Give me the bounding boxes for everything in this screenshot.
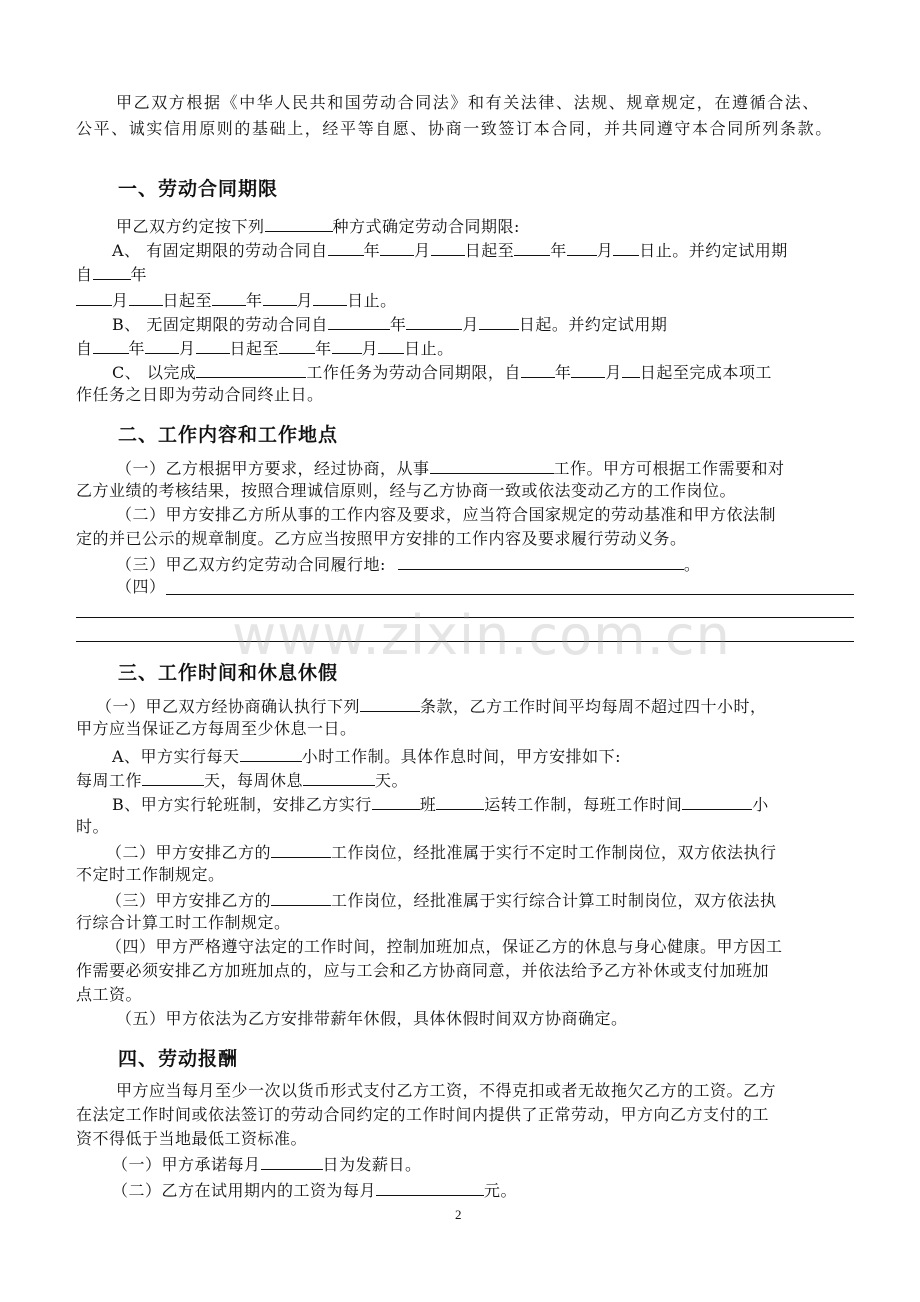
s2-item-1-line-2: 乙方业绩的考核结果，按照合理诚信原则，经与乙方协商一致或依法变动乙方的工作岗位。: [76, 481, 737, 500]
s3-item-4-line-2: 作需要必须安排乙方加班加点的，应与工会和乙方协商同意，并依法给予乙方补休或支付加班加: [76, 961, 770, 980]
rotation-blank[interactable]: [436, 792, 484, 810]
s4-paragraph-line-1: 甲方应当每月至少一次以货币形式支付乙方工资，不得克扣或者无故拖欠乙方的工资。乙方: [116, 1081, 777, 1100]
s2-item-3: （三）甲乙双方约定劳动合同履行地: 。: [116, 552, 892, 576]
s1-option-b-line-1: B、 无固定期限的劳动合同自 年 月 日起。并约定试用期: [112, 312, 888, 336]
watermark: www.zixin.com.cn: [232, 604, 731, 667]
s3-option-b-line-1: B、甲方实行轮班制，安排乙方实行 班 运转工作制，每班工作时间 小: [112, 792, 888, 816]
blank[interactable]: [406, 312, 462, 330]
blank[interactable]: [145, 336, 179, 354]
s2-item-2-line-1: （二）甲方安排乙方所从事的工作内容及要求，应当符合国家规定的劳动基准和甲方依法制: [116, 505, 777, 524]
blank[interactable]: [263, 288, 297, 306]
s4-item-1: （一）甲方承诺每月 日为发薪日。: [112, 1152, 888, 1176]
restdays-blank[interactable]: [303, 768, 375, 786]
blank[interactable]: [313, 288, 347, 306]
blank[interactable]: [613, 238, 639, 256]
blank[interactable]: [479, 312, 519, 330]
post-blank[interactable]: [271, 888, 331, 906]
hours-blank[interactable]: [240, 744, 302, 762]
s3-item-2-line-1: （二）甲方安排乙方的 工作岗位，经批准属于实行不定时工作制岗位，双方依法执行: [106, 840, 882, 864]
section-2-heading: 二、工作内容和工作地点: [118, 424, 339, 446]
s3-item-1-line-2: 甲方应当保证乙方每周至少休息一日。: [76, 719, 357, 738]
shift-blank[interactable]: [372, 792, 420, 810]
workdays-blank[interactable]: [142, 768, 204, 786]
s1-option-b-line-2: 自 年 月 日起至 年 月 日止。: [76, 336, 852, 360]
job-blank[interactable]: [430, 456, 554, 474]
shift-hours-blank[interactable]: [682, 792, 752, 810]
blank[interactable]: [521, 360, 555, 378]
section-1-heading: 一、劳动合同期限: [118, 178, 279, 200]
blank[interactable]: [212, 288, 246, 306]
blank[interactable]: [332, 336, 362, 354]
s1-option-a-line-1: A、 有固定期限的劳动合同自 年 月 日起至 年 月 日止。并约定试用期: [112, 238, 888, 262]
blank[interactable]: [571, 360, 605, 378]
s1-option-a-line-3: 月 日起至 年 月 日止。: [76, 288, 852, 312]
section-3-heading: 三、工作时间和休息休假: [118, 662, 339, 684]
blank[interactable]: [76, 288, 112, 306]
method-blank[interactable]: [265, 214, 333, 232]
s3-item-1-line-1: （一）甲乙双方经协商确认执行下列 条款，乙方工作时间平均每周不超过四十小时，: [96, 694, 872, 718]
s1-paragraph: 甲乙双方约定按下列 种方式确定劳动合同期限:: [116, 214, 892, 238]
s2-item-1-line-1: （一）乙方根据甲方要求，经过协商，从事 工作。甲方可根据工作需要和对: [116, 456, 892, 480]
blank[interactable]: [279, 336, 315, 354]
task-blank[interactable]: [196, 360, 306, 378]
blank[interactable]: [93, 262, 131, 280]
s4-item-2: （二）乙方在试用期内的工资为每月 元。: [112, 1178, 888, 1202]
blank[interactable]: [514, 238, 550, 256]
post-blank[interactable]: [271, 840, 331, 858]
blank[interactable]: [328, 238, 364, 256]
s3-item-5: （五）甲方依法为乙方安排带薪年休假，具体休假时间双方协商确定。: [116, 1009, 628, 1028]
page-number: 2: [455, 1207, 462, 1222]
s2-item-2-line-2: 定的并已公示的规章制度。乙方应当按照甲方安排的工作内容及要求履行劳动义务。: [76, 529, 687, 548]
intro-line-2: 公平、诚实信用原则的基础上，经平等自愿、协商一致签订本合同，并共同遵守本合同所列条款。: [76, 119, 833, 138]
section-4-heading: 四、劳动报酬: [118, 1048, 239, 1070]
s3-item-3-line-1: （三）甲方安排乙方的 工作岗位，经批准属于实行综合计算工时制岗位，双方依法执: [106, 888, 882, 912]
place-blank[interactable]: [398, 552, 684, 570]
blank[interactable]: [567, 238, 597, 256]
s1-option-a-line-2: 自 年: [76, 262, 852, 286]
s1-option-c-line-1: C、 以完成 工作任务为劳动合同期限，自 年 月 日起至完成本项工: [112, 360, 888, 384]
s2-item-4: （四）: [116, 577, 166, 596]
probation-wage-blank[interactable]: [376, 1178, 484, 1196]
blank[interactable]: [380, 238, 414, 256]
blank[interactable]: [328, 312, 390, 330]
payday-blank[interactable]: [261, 1152, 323, 1170]
blank[interactable]: [431, 238, 465, 256]
s4-paragraph-line-2: 在法定工作时间或依法签订的劳动合同约定的工作时间内提供了正常劳动，甲方向乙方支付的工: [76, 1105, 770, 1124]
blank[interactable]: [93, 336, 129, 354]
blank[interactable]: [129, 288, 163, 306]
s3-option-b-line-2: 时。: [76, 817, 110, 836]
clause-blank[interactable]: [360, 694, 420, 712]
s3-item-4-line-3: 点工资。: [76, 985, 143, 1004]
s3-item-3-line-2: 行综合计算工时工作制规定。: [76, 913, 291, 932]
s1-option-c-line-2: 作任务之日即为劳动合同终止日。: [76, 385, 324, 404]
s4-paragraph-line-3: 资不得低于当地最低工资标准。: [76, 1129, 308, 1148]
s3-option-a-line-2: 每周工作 天，每周休息 天。: [76, 768, 852, 792]
blank[interactable]: [622, 360, 640, 378]
s3-item-4-line-1: （四）甲方严格遵守法定的工作时间，控制加班加点，保证乙方的休息与身心健康。甲方因工: [106, 937, 783, 956]
intro-line-1: 甲乙双方根据《中华人民共和国劳动合同法》和有关法律、法规、规章规定，在遵循合法、: [116, 93, 821, 112]
s3-item-2-line-2: 不定时工作制规定。: [76, 865, 225, 884]
blank[interactable]: [196, 336, 230, 354]
item-4-blank-line[interactable]: [166, 594, 854, 595]
s3-option-a-line-1: A、甲方实行每天 小时工作制。具体作息时间，甲方安排如下:: [112, 744, 888, 768]
blank[interactable]: [378, 336, 404, 354]
